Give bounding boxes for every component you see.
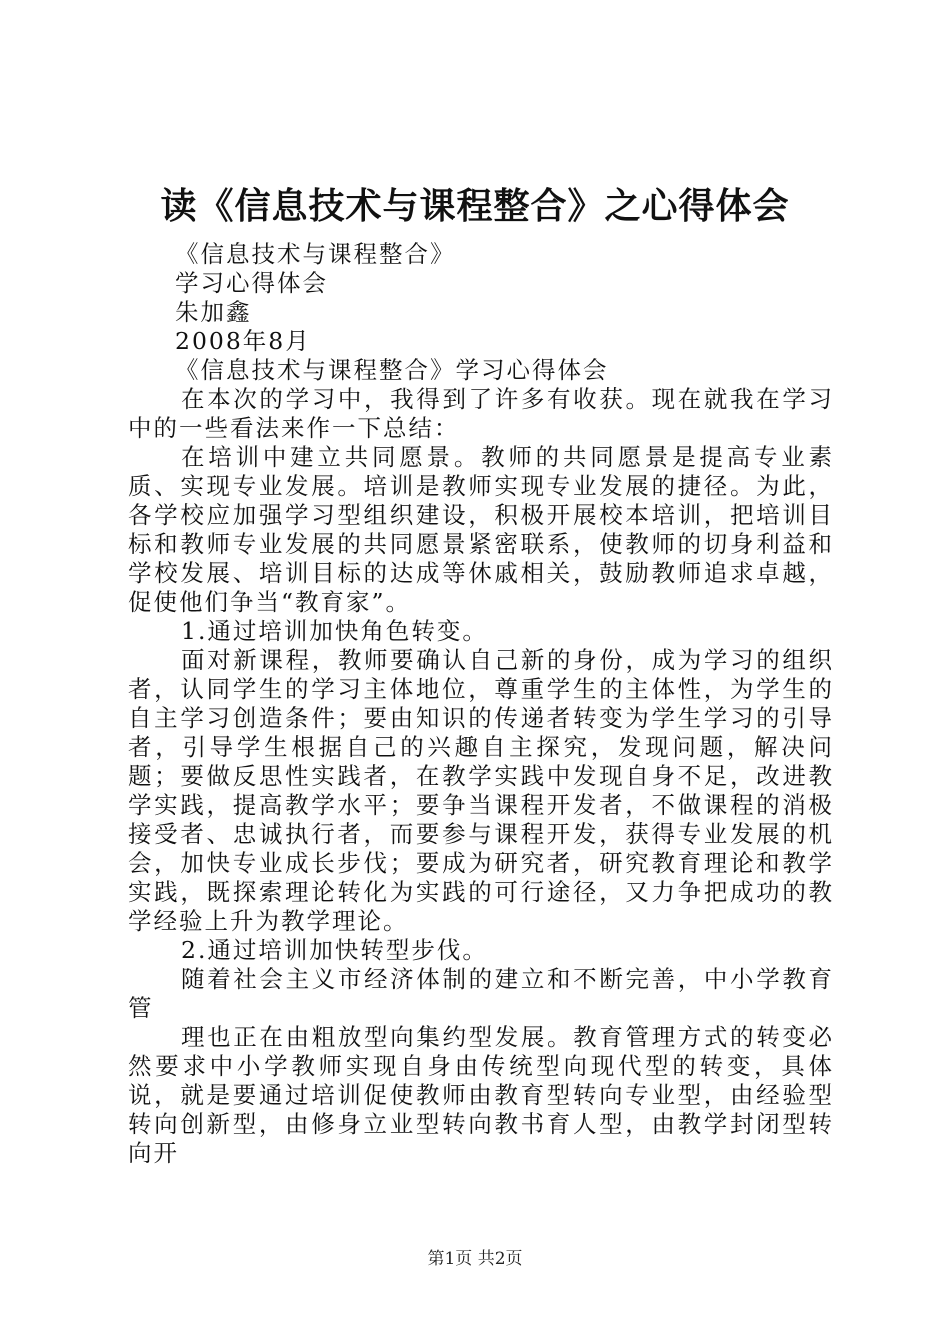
paragraph-shared-vision: 在培训中建立共同愿景。教师的共同愿景是提高专业素质、实现专业发展。培训是教师实现专业发展的捷径。为此，各学校应加强学习型组织建设，积极开展校本培训，把培训目标和教师专业发展的共同愿景紧密联系，使教师的切身利益和学校发展、培训目标的达成等休戚相关，鼓励教师追求卓越，促使他们争当“教育家”。 (128, 443, 834, 616)
paragraph-transformation-continued: 理也正在由粗放型向集约型发展。教育管理方式的转变必然要求中小学教师实现自身由传统型向现代型的转变，具体说，就是要通过培训促使教师由教育型转向专业型，由经验型转向创新型，由修身立业型转向教书育人型，由教学封闭型转向开 (128, 1023, 834, 1167)
page-number-footer: 第1页 共2页 (427, 1249, 523, 1269)
header-line-book-title: 《信息技术与课程整合》 (175, 240, 456, 268)
header-line-heading: 《信息技术与课程整合》学习心得体会 (175, 356, 609, 384)
section-heading-transformation: 2.通过培训加快转型步伐。 (181, 936, 488, 964)
header-line-date: 2008年8月 (175, 327, 311, 355)
paragraph-intro: 在本次的学习中，我得到了许多有收获。现在就我在学习中的一些看法来作一下总结： (128, 385, 834, 442)
document-body (128, 240, 834, 1168)
header-line-author: 朱加鑫 (175, 298, 252, 326)
section-heading-role-change: 1.通过培训加快角色转变。 (181, 617, 488, 645)
paragraph-role-change: 面对新课程，教师要确认自己新的身份，成为学习的组织者，认同学生的学习主体地位，尊重学生的主体性，为学生的自主学习创造条件；要由知识的传递者转变为学生学习的引导者，引导学生根据自己的兴趣自主探究，发现问题，解决问题；要做反思性实践者，在教学实践中发现自身不足，改进教学实践，提高教学水平；要争当课程开发者，不做课程的消极接受者、忠诚执行者，而要参与课程开发，获得专业发展的机会，加快专业成长步伐；要成为研究者，研究教育理论和教学实践，既探索理论转化为实践的可行途径，又力争把成功的教学经验上升为教学理论。 (128, 646, 834, 935)
paragraph-transformation-start: 随着社会主义市经济体制的建立和不断完善，中小学教育管 (128, 965, 834, 1022)
header-line-subtitle: 学习心得体会 (175, 269, 328, 297)
document-title: 读《信息技术与课程整合》之心得体会 (160, 186, 790, 227)
